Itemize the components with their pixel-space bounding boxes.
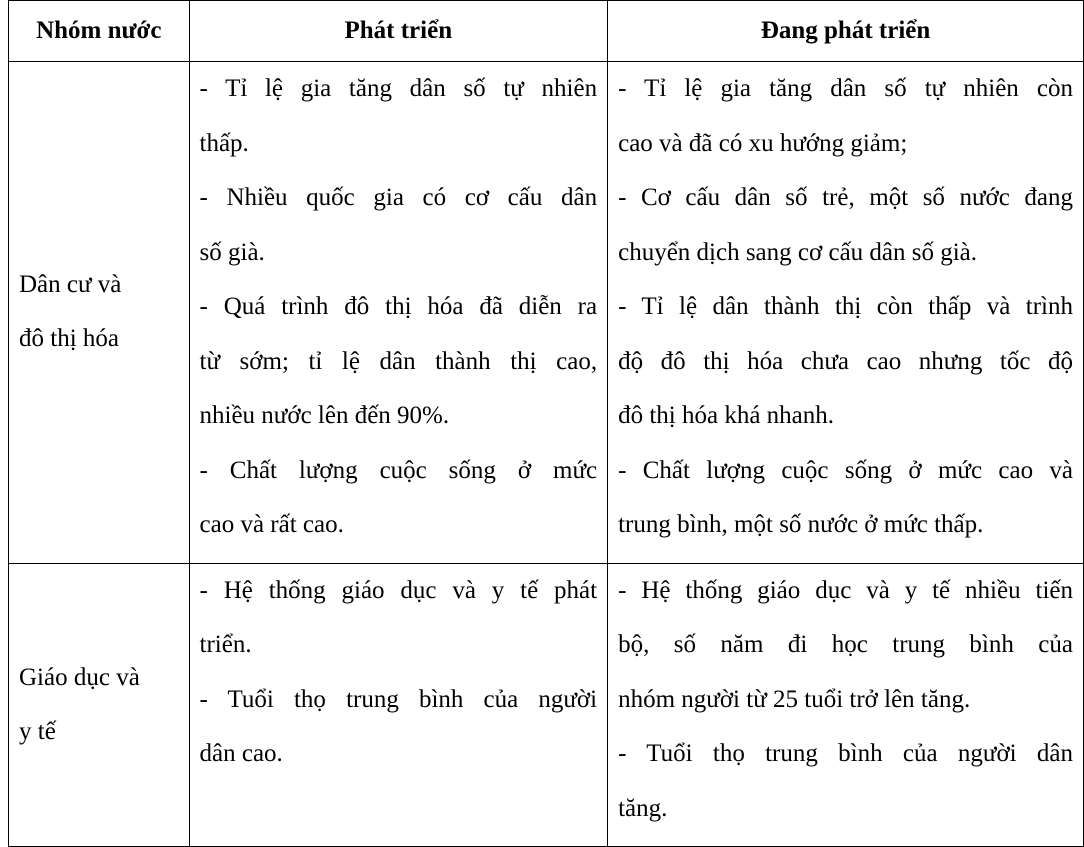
row-label (9, 563, 190, 847)
cell-line: - Tỉ lệ dân thành thị còn thấp và trình (618, 293, 1073, 320)
row-education-health (9, 563, 1084, 847)
cell-line: nhiều nước lên đến 90%. (199, 402, 450, 429)
cell-line: - Hệ thống giáo dục và y tế phát (199, 576, 598, 604)
row-label-line: y tế (19, 717, 56, 745)
cell-line: - Tỉ lệ gia tăng dân số tự nhiên (199, 75, 598, 102)
cell-line: thấp. (199, 129, 249, 157)
cell-line: - Tuổi thọ trung bình của người (199, 685, 598, 713)
cell-line: đô thị hóa khá nhanh. (618, 402, 835, 429)
cell-line: cao và rất cao. (199, 511, 344, 538)
row-label-line: Dân cư và (19, 271, 122, 299)
row-population (9, 62, 1084, 564)
cell-line: triển. (199, 631, 252, 658)
cell-line: - Chất lượng cuộc sống ở mức (199, 456, 598, 484)
header-developed: Phát triển (189, 1, 608, 62)
cell-line: trung bình, một số nước ở mức thấp. (618, 511, 984, 538)
cell-line: - Cơ cấu dân số trẻ, một số nước đang (618, 184, 1073, 211)
cell-line: - Chất lượng cuộc sống ở mức cao và (618, 456, 1073, 484)
header-developing: Đang phát triển (608, 1, 1084, 62)
cell-line: độ đô thị hóa chưa cao nhưng tốc độ (618, 347, 1073, 375)
row-label-line: đô thị hóa (19, 325, 119, 353)
header-row (9, 1, 1084, 62)
cell-line: số già. (199, 238, 265, 266)
cell-line: - Nhiều quốc gia có cơ cấu dân (199, 184, 598, 211)
cell-line: cao và đã có xu hướng giảm; (618, 129, 908, 157)
cell-line: chuyển dịch sang cơ cấu dân số già. (618, 238, 978, 266)
cell-line: nhóm người từ 25 tuổi trở lên tăng. (618, 685, 971, 713)
cell-line: từ sớm; tỉ lệ dân thành thị cao, (199, 347, 598, 375)
row-label-line: Giáo dục và (19, 663, 140, 691)
cell-line: - Hệ thống giáo dục và y tế nhiều tiến (618, 576, 1073, 604)
developing-cell (608, 563, 1084, 847)
cell-line: - Tỉ lệ gia tăng dân số tự nhiên còn (618, 75, 1073, 102)
cell-line: - Quá trình đô thị hóa đã diễn ra (199, 293, 598, 320)
row-label (9, 62, 190, 564)
comparison-table (8, 0, 1084, 847)
developing-cell (608, 62, 1084, 564)
developed-cell (189, 62, 608, 564)
header-group: Nhóm nước (9, 1, 190, 62)
cell-line: dân cao. (199, 740, 283, 767)
developed-cell (189, 563, 608, 847)
cell-line: - Tuổi thọ trung bình của người dân (618, 740, 1073, 767)
cell-line: tăng. (618, 794, 668, 822)
cell-line: bộ, số năm đi học trung bình của (618, 631, 1073, 658)
